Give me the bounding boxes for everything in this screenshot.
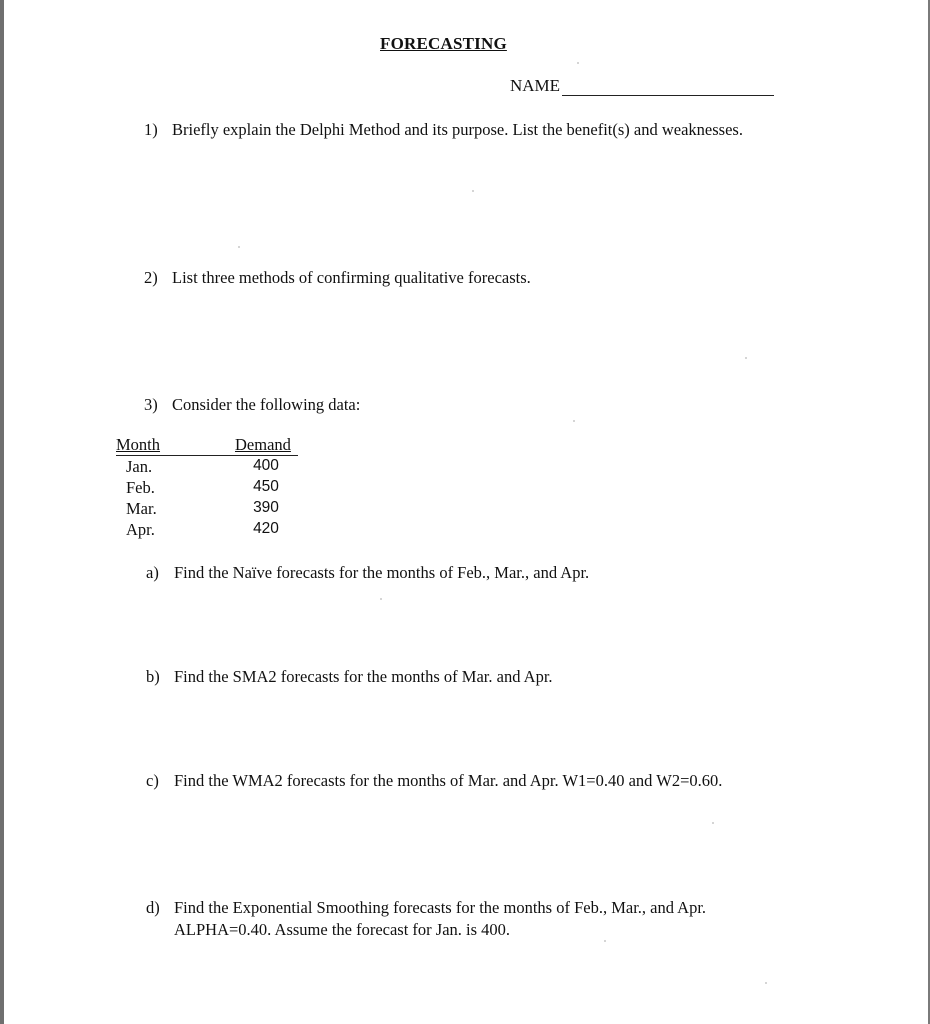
sub-question-d — [146, 897, 796, 941]
table-header — [116, 435, 300, 457]
page-left-border — [0, 0, 4, 1024]
sub-question-label: b) — [146, 667, 160, 686]
demand-cell: 390 — [253, 499, 279, 516]
scan-speck — [745, 357, 747, 359]
question-number: 3) — [144, 395, 158, 414]
name-field — [510, 76, 774, 96]
scan-speck — [765, 982, 767, 984]
table-row — [116, 478, 300, 499]
month-cell: Mar. — [126, 499, 157, 518]
month-cell: Feb. — [126, 478, 155, 497]
page-title: FORECASTING — [380, 34, 507, 53]
sub-question-label: c) — [146, 771, 159, 790]
question-text: List three methods of confirming qualitative forecasts. — [172, 268, 531, 287]
question-2 — [144, 267, 744, 289]
table-row — [116, 520, 300, 541]
demand-table — [116, 435, 300, 541]
demand-header: Demand — [235, 435, 291, 454]
scan-speck — [604, 940, 606, 942]
sub-question-text: Find the Naïve forecasts for the months of Feb., Mar., and Apr. — [174, 563, 590, 582]
sub-question-text: Find the WMA2 forecasts for the months of Mar. and Apr. W1=0.40 and W2=0.60. — [174, 771, 723, 790]
question-3 — [144, 394, 744, 416]
scan-speck — [380, 598, 382, 600]
sub-question-label: d) — [146, 898, 160, 917]
scan-speck — [577, 62, 579, 64]
month-cell: Jan. — [126, 457, 153, 476]
sub-question-text: Find the SMA2 forecasts for the months of Mar. and Apr. — [174, 667, 553, 686]
month-header: Month — [116, 435, 161, 454]
question-text: Briefly explain the Delphi Method and its purpose. List the benefit(s) and weaknesses. — [172, 120, 743, 139]
demand-cell: 400 — [253, 457, 279, 474]
question-1 — [144, 119, 744, 141]
question-text: Consider the following data: — [172, 395, 361, 414]
demand-cell: 450 — [253, 478, 279, 495]
scan-speck — [712, 822, 714, 824]
question-number: 1) — [144, 120, 158, 139]
sub-question-c — [146, 770, 746, 792]
sub-question-text: Find the Exponential Smoothing forecasts for the months of Feb., Mar., and Apr. ALPHA=0.40. Assume the forecast for Jan. is 400. — [174, 898, 707, 939]
scan-speck — [472, 190, 474, 192]
scan-speck — [238, 246, 240, 248]
sub-question-label: a) — [146, 563, 159, 582]
sub-question-a — [146, 562, 766, 584]
name-blank-line — [562, 79, 774, 96]
name-label: NAME — [510, 76, 561, 95]
sub-question-b — [146, 666, 766, 688]
month-cell: Apr. — [126, 520, 155, 539]
table-row — [116, 499, 300, 520]
table-row — [116, 457, 300, 478]
question-number: 2) — [144, 268, 158, 287]
demand-cell: 420 — [253, 520, 279, 537]
header-rule — [116, 455, 298, 456]
scan-speck — [573, 420, 575, 422]
